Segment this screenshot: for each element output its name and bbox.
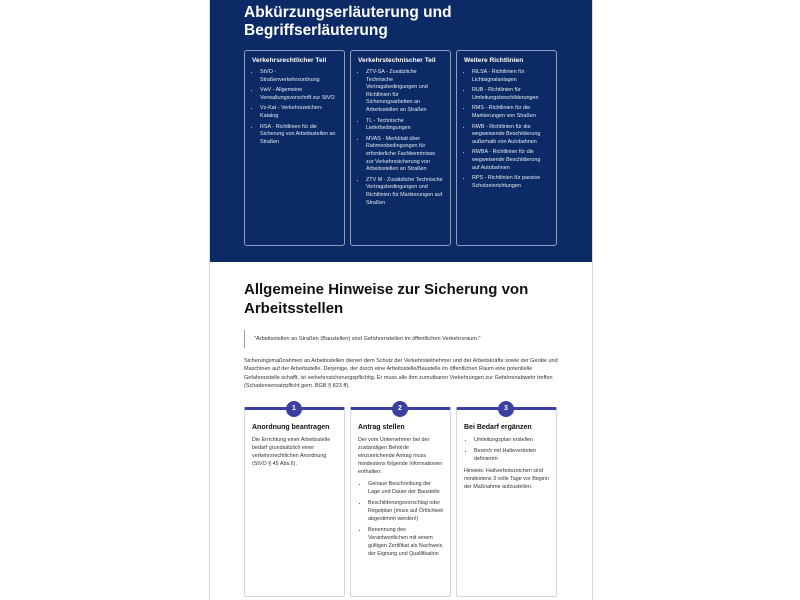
- step-title: Bei Bedarf ergänzen: [464, 424, 532, 431]
- list-item: • Beschilderungsvorschlag oder Regelplan (muss auf Örtlichkeit abgestimmt werden!): [368, 499, 443, 523]
- list-item: • RWB - Richtlinien für die wegweisende Beschilderung außerhalb von Autobahnen: [472, 124, 549, 147]
- step-card-2: [350, 407, 451, 597]
- card-heading: Verkehrsrechtlicher Teil: [252, 57, 327, 64]
- step-text: Die Errichtung einer Arbeitsstelle bedarf grundsätzlich einer verkehrsrechtlichen Anordnung (StVO § 45 Abs.6).: [252, 437, 331, 467]
- list-item: • RWBA - Richtlinien für die wegweisende Beschilderung auf Autobahnen: [472, 149, 549, 172]
- step-card-1: [244, 407, 345, 597]
- list-item: • Genaue Beschreibung der Lage und Dauer der Baustelle: [368, 480, 443, 496]
- card-traffic-law: [244, 50, 345, 246]
- list-item: • VwV - Allgemeine Verwaltungsvorschrift zur StVO: [260, 87, 337, 102]
- list-item: • StVO - Straßenverkehrsordnung: [260, 69, 337, 84]
- step-number-badge: 1: [286, 401, 302, 417]
- step-text: Der vom Unternehmer bei der zuständigen Behörde einzureichende Antrag muss mindestens folgende Informationen enthalten:: [358, 437, 443, 475]
- list-item: • MVAS - Merkblatt über Rahmenbedingungen für erforderliche Fachkenntnisse zur Verkehrssicherung von Arbeitsstellen an Straßen: [366, 136, 443, 174]
- list-item: • Benennung des Verantwortlichen mit einem gültigen Zertifikat als Nachweis der Eignung und Qualifikation: [368, 526, 443, 558]
- list-item: • ZTV-SA - Zusätzliche Technische Vertragsbedingungen und Richtlinien für Sicherungsarbeiten an Arbeitsstellen an Straßen: [366, 69, 443, 115]
- list-item: • Vz-Kat - Verkehrszeichen-Katalog: [260, 105, 337, 120]
- list-item: • ZTV M - Zusätzliche Technische Vertragsbedingungen und Richtlinien für Markierungen auf Straßen: [366, 177, 443, 207]
- document-page: [210, 0, 592, 600]
- step-card-3: [456, 407, 557, 597]
- list-item: • RiLSA - Richtlinien für Lichtsignalanlagen: [472, 69, 549, 84]
- page-border-right: [592, 0, 593, 600]
- abbreviations-section: [210, 0, 592, 262]
- list-item: • RUB - Richtlinien für Umleitungsbeschilderungen: [472, 87, 549, 102]
- step-number-badge: 3: [498, 401, 514, 417]
- quote-block: "Arbeitsstellen an Straßen (Baustellen) sind Gefahrenstellen im öffentlichen Verkehrsraum.": [244, 330, 564, 348]
- list-item: • RMS - Richtlinien für die Markierungen von Straßen: [472, 105, 549, 120]
- list-item: • TL - Technische Lieferbedingungen: [366, 118, 443, 133]
- step-note: Hinweis: Haltverbotszeichen sind mindestens 3 volle Tage vor Beginn der Maßnahme aufzustellen.: [464, 468, 550, 490]
- list-item: • RSA - Richtlinien für die Sicherung von Arbeitsstellen an Straßen: [260, 124, 337, 147]
- step-title: Antrag stellen: [358, 424, 405, 431]
- list-item: • RPS - Richtlinien für passive Schutzeinrichtungen: [472, 175, 549, 190]
- section-title: Allgemeine Hinweise zur Sicherung von Arbeitsstellen: [244, 281, 529, 317]
- card-heading: Verkehrstechnischer Teil: [358, 57, 436, 64]
- intro-paragraph: Sicherungsmaßnahmen an Arbeitsstellen dienen dem Schutz der Verkehrsteilnehmer und der Arbeitskräfte sowie der Geräte und Maschinen auf der Arbeitsstelle. Derjenige, der durch eine Arbeitsstelle/Baustelle im öffentlichen Raum eine potentielle Gefahrenstelle schafft, ist verkehrssicherungspflichtig. Er muss alle ihm zumutbaren Vorkehrungen zur Gefahrenabwehr treffen (Schadensersatzpflicht gem. BGB § 823 ff).: [244, 358, 558, 390]
- card-traffic-technical: [350, 50, 451, 246]
- step-title: Anordnung beantragen: [252, 424, 330, 431]
- list-item: • Bereich mit Halteverboten definieren: [474, 447, 549, 463]
- card-heading: Weitere Richtlinien: [464, 57, 524, 64]
- abbreviations-title: Abkürzungserläuterung und Begriffserläuterung: [244, 4, 452, 39]
- card-further-guidelines: [456, 50, 557, 246]
- list-item: • Umleitungsplan erstellen: [474, 436, 549, 444]
- step-number-badge: 2: [392, 401, 408, 417]
